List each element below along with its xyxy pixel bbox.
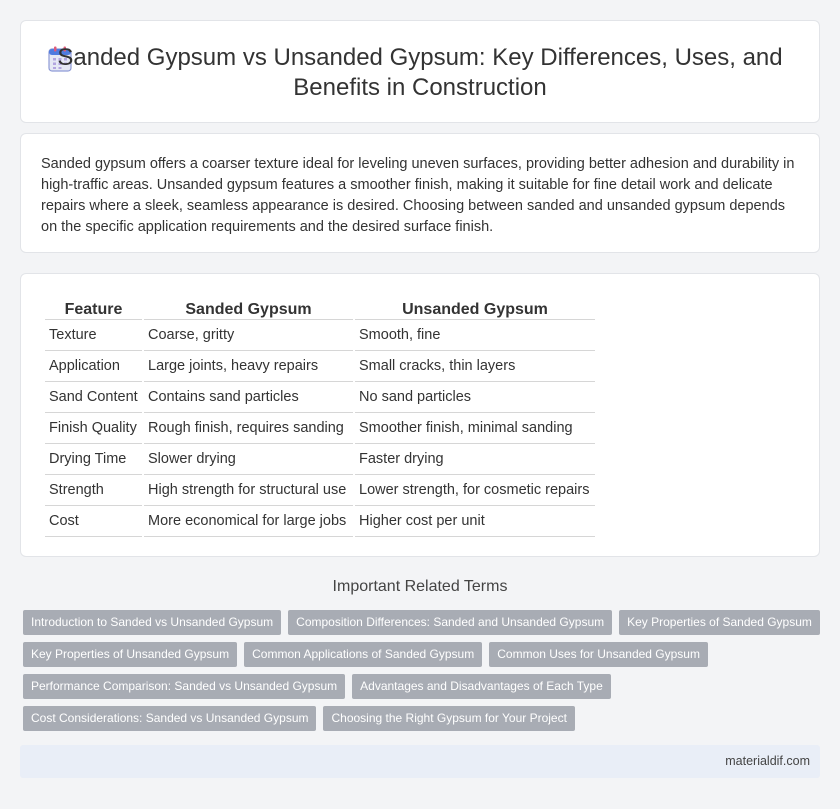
comparison-card [20, 273, 820, 557]
table-cell: High strength for structural use [144, 475, 353, 506]
comparison-table [43, 294, 597, 537]
table-header-row [45, 294, 595, 320]
table-cell: Small cracks, thin layers [355, 351, 595, 382]
related-term-tag[interactable]: Key Properties of Unsanded Gypsum [23, 642, 237, 667]
related-terms-title: Important Related Terms [332, 578, 508, 595]
related-term-tag[interactable]: Introduction to Sanded vs Unsanded Gypsum [23, 610, 281, 635]
table-cell: Lower strength, for cosmetic repairs [355, 475, 595, 506]
table-row [45, 382, 595, 413]
table-cell: Rough finish, requires sanding [144, 413, 353, 444]
page-title: Sanded Gypsum vs Unsanded Gypsum: Key Differences, Uses, and Benefits in Construction [57, 44, 783, 101]
related-term-tag[interactable]: Composition Differences: Sanded and Unsanded Gypsum [288, 610, 612, 635]
header-unsanded: Unsanded Gypsum [355, 294, 595, 320]
table-cell: Texture [45, 320, 142, 351]
table-row [45, 475, 595, 506]
table-row [45, 320, 595, 351]
tag-row [23, 706, 823, 731]
table-cell: Slower drying [144, 444, 353, 475]
table-cell: Finish Quality [45, 413, 142, 444]
related-term-tag[interactable]: Cost Considerations: Sanded vs Unsanded Gypsum [23, 706, 316, 731]
table-cell: Application [45, 351, 142, 382]
table-cell: Smoother finish, minimal sanding [355, 413, 595, 444]
table-cell: Coarse, gritty [144, 320, 353, 351]
related-term-tag[interactable]: Choosing the Right Gypsum for Your Project [323, 706, 574, 731]
header-card [20, 20, 820, 123]
related-term-tag[interactable]: Advantages and Disadvantages of Each Type [352, 674, 611, 699]
table-cell: Cost [45, 506, 142, 537]
related-term-tag[interactable]: Key Properties of Sanded Gypsum [619, 610, 820, 635]
tag-row [23, 610, 823, 635]
table-cell: More economical for large jobs [144, 506, 353, 537]
related-terms-list [23, 610, 823, 738]
table-row [45, 506, 595, 537]
tag-row [23, 674, 823, 699]
intro-card [20, 133, 820, 253]
table-row [45, 413, 595, 444]
table-cell: Large joints, heavy repairs [144, 351, 353, 382]
table-cell: Sand Content [45, 382, 142, 413]
tag-row [23, 642, 823, 667]
related-term-tag[interactable]: Common Uses for Unsanded Gypsum [489, 642, 708, 667]
header-feature: Feature [45, 294, 142, 320]
table-cell: Smooth, fine [355, 320, 595, 351]
table-cell: Faster drying [355, 444, 595, 475]
footer-site-name[interactable]: materialdif.com [725, 754, 810, 768]
table-row [45, 351, 595, 382]
footer [20, 745, 820, 778]
intro-paragraph: Sanded gypsum offers a coarser texture ideal for leveling uneven surfaces, providing better adhesion and durability in high-traffic areas. Unsanded gypsum features a smoother finish, making it suitable for fine detail work and delicate repairs where a sleek, seamless appearance is desired. Choosing between sanded and unsanded gypsum depends on the specific application requirements and the desired surface finish. [41, 156, 795, 235]
table-row [45, 444, 595, 475]
table-cell: Contains sand particles [144, 382, 353, 413]
related-term-tag[interactable]: Common Applications of Sanded Gypsum [244, 642, 482, 667]
table-cell: No sand particles [355, 382, 595, 413]
header-sanded: Sanded Gypsum [144, 294, 353, 320]
table-cell: Strength [45, 475, 142, 506]
table-cell: Higher cost per unit [355, 506, 595, 537]
related-term-tag[interactable]: Performance Comparison: Sanded vs Unsanded Gypsum [23, 674, 345, 699]
table-cell: Drying Time [45, 444, 142, 475]
